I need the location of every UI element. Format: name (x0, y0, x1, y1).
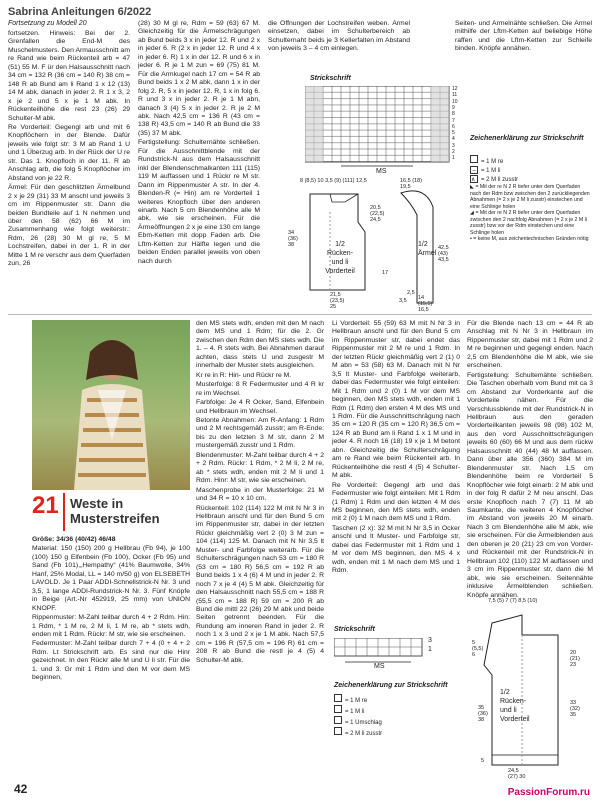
paragraph: die Öffnungen der Lochstreifen weben. Ärmel einsetzen, dabei im Schulterbereich ab Schulternaht beids je 3 Kellerfalten im Abstand von jeweils 3 – 4 cm einlegen. (268, 20, 410, 53)
schematic-height-measure: 17 (382, 270, 389, 276)
vest-label: 1/2 Rücken- und li Vorderteil (500, 689, 530, 723)
schematic-top-measure: 8 (8,5) 10 3,5 (9) (111) 12,5 (300, 178, 367, 184)
chart-row-label: 9 (452, 104, 455, 111)
schematic-top-right-measure: 16,5 (18) 19,5 (400, 178, 423, 190)
symbol-decrease-icon: ∧ (470, 175, 478, 183)
paragraph: Rippenmuster: M-Zahl teilbar durch 4 + 2 Rdm. Hin: 1 Rdm, * 1 M re, 2 M li, 1 M re, ab * stets wdh, enden mit 1 Rdm. Rückr: M str, wie sie erscheinen. (32, 614, 190, 638)
vest-bottom-measure: 24,5 (27) 30 (508, 768, 526, 780)
symbol-knit-icon (470, 155, 478, 163)
bottom-column-2 (196, 320, 324, 780)
legend-item: = 1 M re (470, 155, 592, 166)
continuation-label: Fortsetzung zu Modell 20 (8, 20, 87, 27)
paragraph: Taschen (2 x): 32 M mit N Nr 3,5 in Ocker anschl und lt Muster- und Farbfolge str, dabei das Federmuster mit 1 Rdm und 1 M vor dem MS beginnen, den MS 4 x wdh, enden mit 1 M nach dem MS und 1 Rdm. (332, 524, 460, 575)
chart-ms-label: MS (376, 168, 387, 175)
paragraph: Blendenmuster: M-Zahl teilbar durch 4 + 2 + 2 Rdm. Rückr: 1 Rdm, * 2 M li, 2 M re, ab * stets wdh, enden mit 2 M li und 1 Rdm. Hinr: M str, wie sie erscheinen. (196, 451, 324, 485)
paragraph: Für die Blende nach 13 cm = 44 R ab Anschlag mit N Nr 3 in Hellbraun im Rippenmuster str, dabei mit 1 Rdm und 2 M re beginnen und gegengl enden. Nach 2,5 cm Blendenhöhe die M abk, wie sie erscheinen. (467, 320, 593, 370)
paragraph: Farbfolge: Je 4 R Ocker, Sand, Elfenbein und Hellbraun im Wechsel. (196, 399, 324, 415)
chart-row-label: 2 (452, 149, 455, 155)
schematic-label: 1/2 Rücken- und li Vorderteil (325, 241, 355, 275)
legend-title: Zeichenerklärung zur Strickschrift (470, 135, 584, 142)
top-column-4 (455, 20, 592, 70)
schematic-bottom-measure: 21,5 (23,5) 25 (330, 292, 345, 310)
model-number: 21 (32, 492, 59, 519)
strickschrift-label: Strickschrift (310, 75, 351, 82)
chart-row-label: 12 (452, 86, 458, 92)
chart-row-label: 7 (452, 117, 455, 124)
chart-row-label: 1 (428, 646, 432, 653)
paragraph: Re Vorderteil: Gegengl arb und das Federmuster wie folgt einteilen: Mit 1 Rdm (1 Rdm) 1 Rdm und den letzten 4 M des MS beginnen, den MS stets wdh, enden mit 2 (0) 1 M nach dem MS und 1 Rdm. (332, 481, 460, 523)
paragraph: Li Vorderteil: 55 (59) 63 M mit N Nr 3 in Hellbraun anschl und für den Bund 5 cm im Rippenmuster str, dabei endet das Rippenmuster mit 2 M re und 1 Rdm. In der letzten Rückr gleichmäßig vert 2 (1) 0 M abn = 53 (58) 63 M. Danach mit N Nr 3,5 lt Muster- und Farbfolge weiterarb, dabei das Federmuster wie folgt einteilen: Mit 1 Rdm und 2 (0) 1 M vor dem MS beginnen, den MS stets wdh, enden mit 1 Rdm (1 Rdm) den ersten 4 M des MS und 1 Rdm. Für die Ausschnittschrägung nach 35 cm = 120 R (35 cm = 120 R) 36,5 cm = 124 R ab Bund am li Rand 1 x 1 M und in jeder 4. R noch 16 (18) 19 x je 1 M betont abn. Gleichzeitig die Schulterschrägung am re Rand wie beim Rückenteil arb. In Rückenteilhöhe die restl 4 (5) 4 Schulter-M abk. (332, 320, 460, 480)
chart-shaded-right (431, 86, 449, 162)
paragraph: den MS stets wdh, enden mit den M nach dem MS und 1 Rdm; für die 2. Gr zwischen den Rdm den MS stets wdh. Die 1. – 4. R stets wdh. Bei Abnahmen darauf achten, dass stets U und zusgestr M innerhalb der Muster stets ausgleichen. (196, 320, 324, 370)
symbol-decrease-icon (334, 727, 342, 735)
strickschrift-label-bottom: Strickschrift (334, 626, 375, 633)
magazine-header: Sabrina Anleitungen 6/2022 (8, 6, 152, 18)
chart-grid (305, 86, 449, 162)
chart-row-label: 4 (452, 136, 455, 143)
vest-mid-measure: 20 (21) 23 (570, 650, 580, 668)
legend-item: = 2 M li zusstr (334, 727, 454, 738)
paragraph: Re Vorderteil: Gegengl arb und mit 6 Knopflöchern in der Blende. Dafür jeweils wie folgt str: 3 M ab Rand 1 U und 1 Überzug arb. In der Rück der U re str. Das 1. Knopfloch in der 11. R ab Anschlag arb, die folg 5 Knopflöcher im Abstand von je 22 R. (8, 123, 130, 182)
symbol-empty-icon: ▪ (470, 236, 474, 242)
model-photo (32, 320, 190, 490)
size-line: Größe: 34/36 (40/42) 46/48 (32, 536, 116, 543)
paragraph: fortsetzen. Hinweis: Bei der 2. Grenfallen die End-M des Muschelmusters. Den Armausschnitt am re Rand wie beim Rückenteil arb = 47 (51) 55 M. F ür den Halsausschnitt nach 34 cm = 132 R (36 cm = 140 R) 38 cm = 148 R ab Bund am li Rand 1 x 12 (13) 14 M abk, danach in jeder 2. R 1 x 3, 2 x je 2 und 5 x je 1 M abk. In Rückenteilhöhe die rest 23 (26) 29 Schulter-M abk. (8, 30, 130, 122)
model-title: Weste in Musterstreifen (70, 496, 160, 526)
vest-left-a-measure: 5 (5,5) 6 (472, 640, 484, 658)
legend-item: = 1 M li (334, 705, 454, 716)
paragraph: Material: 150 (150) 200 g Hellbrau (Fb 94), je 100 (100) 150 g Elfenbein (Fb 100), Ocker (Fb 95) und Sand (Fb 101),„Hempathy“ (41% Baumwolle, 34% Hanf, 25% Modal, LL = 140 m/50 g) von ELSEBETH LAVOLD. Je 1 Paar ADDI-Schnellstrick-N Nr. 3 und 3,5, 1 lange ADDI-Rundstrick-N Nr. 3. Fünf Knöpfe in Beige (Art.-Nr 452919, 25 mm) von UNION KNOPF. (32, 545, 190, 612)
chart-shaded-left (305, 86, 323, 162)
paragraph: Fertigstellung: Schultemähte schließen. Die Taschen oberhalb vom Bund mit ca 3 cm Abstand zur Vorderkante auf die Vorderteile nähen. Für die Verschlussblende mit der Rundstrick-N in Hellbraun aus den geraden Vorderteilkanten jeweils 98 (98) 102 M, aus den vord Ausschnittschrägungen jeweils 60 (60) 66 M und aus dem rückw Halsausschnitt 40 (44) 48 M auffassen. Dann über alle 356 (360) 384 M im Blendenmuster str. Nach 1,5 cm Blendenhöhe beim re Vorderteil 5 Knopflöcher wie folgt einarb: 2 M abk und in der folg R dafür 2 M neu anschl. Das erste Knopfloch nach 7 (7) 11 M ab Saumkante, die weiteren 4 Knopflöcher im Abstand von jeweils 20 M einarb. Nach 3 cm Blendenhöhe alle M abk, wie sie erscheinen. Für die Ärmelblenden aus den oberen je 20 (21) 23 cm von Vorder- und Rückenteil mit der Rundstrick-N in Hellbraun 102 (110) 122 M auffassen und 3 cm im Rippenmuster str, dann die M abk, wie sie erscheinen. Seitennähte inklusive Ärmelblenden schließen. Knöpfe annähen. (467, 371, 593, 598)
top-column-3 (268, 20, 410, 60)
sleeve-side-measure: 42,5 (43) 43,5 (438, 245, 449, 263)
bottom-column-1 (32, 536, 190, 780)
chart-row-label: 5 (452, 130, 455, 137)
chart-row-label: 11 (452, 92, 458, 99)
stitch-chart-top (305, 86, 465, 170)
symbol-purl-icon: – (470, 166, 478, 174)
paragraph: Musterfolge: 8 R Federmuster und 4 R kr re im Wechsel. (196, 381, 324, 397)
legend-item: ∧ = 2 M li zusstr (471, 177, 519, 183)
paragraph: Rückenteil: 102 (114) 122 M mit N Nr 3 in Hellbraun anschl und für den Bund 5 cm im Rippenmuster str, dabei in der letzten Rückr gleichmäßig vert 2 (0) 3 M zun = 104 (114) 125 M. Danach mit N Nr 3,5 lt Muster- und Farbfolge weiterarb. Für die Schulterschrägungen nach 53 cm = 180 R (53 cm = 180 R) 56,5 cm = 192 R ab Bund beids 1 x 4 (6) 4 M und in jeder 2. R noch 7 x je 4 (4) 5 M abk. Gleichzeitig für den Halsausschnitt nach 55,5 cm = 188 R (55,5 cm = 188 R) 59 cm = 200 R ab Bund die mittl 22 (26) 29 M abk und beide Seiten getrennt beenden. Für die Rundung am inneren Rand in jeder 2. R noch 1 x 3 und 2 x je 1 M abk. Nach 57,5 cm = 196 R (57,5 cm = 196 R) 61 cm = 208 R ab Bund die restl je 4 (5) 4 Schulter-M abk. (196, 504, 324, 664)
paragraph: Fertigstellung: Schulternähte schließen. Für die Ausschnittblende mit der Rundstrick-N aus dem Halsausschnitt inkl der Blendenschmalkanten 111 (115) 119 M auffassen und 1 Rückr re M str. Dann im Rippenmuster A str. In der 4. Blenden-R (= Hin) am re Vorderteil 1 weiteres Knopfloch über den anderen einarb. Nach 5 cm Blendenhöhe alle M abk, wie sie erscheinen. Für die Ärmeöffnungen 2 x je eine 130 cm lange Ebm-Ketten mit dopp Faden arb. Die Lftm-Ketten zur Hälfte legen und die beiden Enden parallel jeweils von oben nach durch (138, 139, 260, 265)
chart-row-label: 3 (428, 637, 432, 644)
symbol-yarnover-icon (334, 716, 342, 724)
chart-ms-label: MS (374, 663, 385, 670)
symbol-purl-icon (334, 705, 342, 713)
schematic-vest (470, 605, 595, 780)
paragraph: Federmuster: M-Zahl teilbar durch 7 + 4 (0 + 4 + 2 Rdm. Lt Strickschrift arb. Es sind nur die Hinr gezeichnet. In den Rückr alle M und U li str. Für die 1. und 3. Gr mit 1 Rdm und den M vor dem MS beginnen, (32, 640, 190, 682)
paragraph: Betonte Abnahmen: Am R-Anfang: 1 Rdm und 2 M rechtsgemäß zusstr; am R-Ende: bis zu den letzten 3 M str, dann 2 M mustergemäß zusstr und 1 Rdm. (196, 416, 324, 450)
sleeve-width-measure: 2,5 (407, 290, 415, 296)
schematic-mid-measure: 20,5 (22,5) 24,5 (370, 205, 385, 223)
top-column-1 (8, 30, 130, 312)
legend-title-bottom: Zeichenerklärung zur Strickschrift (334, 682, 448, 689)
vest-band-measure: 5 (481, 758, 485, 764)
chart-row-label: 8 (452, 111, 455, 118)
paragraph: Kr re in R: Hin- und Rückr re M. (196, 371, 292, 379)
vest-top-measure: 7,5 (5) 7 (7) 8,5 (10) (488, 598, 538, 604)
symbol-loop2-icon: ◢ (470, 210, 476, 216)
title-bar (63, 493, 65, 531)
sleeve-label: 1/2 Ärmel (418, 241, 437, 257)
chart-row-label: 6 (452, 123, 455, 130)
paragraph: Maschenprobe in der Musterfolge: 21 M und 34 R = 10 x 10 cm. (196, 486, 324, 503)
legend-item: ◢ = Mit der re N 2 R tiefer unter dem Querfaden zwischen den 2 nachfolg Abnahmen (= 2 x je 2 M li zusstr) bzw vor der Rdm einstechen und eine Schlinge holen (470, 210, 587, 236)
watermark: PassionForum.ru (507, 787, 590, 798)
vest-left-b-measure: 35 (36) 38 (478, 705, 488, 723)
sleeve-bottom-measure: 14 (15,5) 16,5 (418, 295, 433, 313)
legend-item: – = 1 M li (470, 166, 592, 175)
legend-bottom (334, 694, 454, 738)
bottom-column-3 (332, 320, 460, 622)
chart-row-label: 10 (452, 98, 458, 105)
symbol-knit-icon (334, 694, 342, 702)
paragraph: (28) 30 M gl re, Rdm = 59 (63) 67 M. Gleichzeitig für die Ärmelschrägungen ab Bund beids 3 x in jeder 12. R und 2 x in jeder 6. R (2 x in jeder 12. R und 4 x in jeder 6. R) 1 x in der 12. R und 6 x in jeder 6. R je 1 M zun = 69 (75) 81 M. Für die Armkugel nach 17 cm = 54 R ab Bund beids 1 x 2 M abk, dann 1 x in der folg 2. R, 5 x in jeder 12. R, 1 x in folg 6. R und 3 x in jeder 2. R je 1 M abn, danach 3 (4) 5 x in jeder 2. R je 2 M abk. Nach 42,5 cm = 136 R (43 cm = 138 R) 43,5 cm = 140 R ab Bund die 33 (35) 37 M abk. (138, 20, 260, 137)
legend-item: = 1 Umschlag (334, 716, 454, 727)
legend (470, 155, 592, 243)
vest-right-measure: 33 (32) 35 (570, 700, 580, 718)
chart-row-label: 3 (452, 142, 455, 149)
page-number: 42 (14, 782, 28, 796)
legend-item: ▪ = keine M, aus zeichentechnischen Gründen nötig (470, 236, 589, 242)
chart-row-label: 1 (452, 155, 455, 162)
legend-item: = 1 M re (334, 694, 454, 705)
paragraph: Seiten- und Ärmelnähte schließen. Die Ärmel mithilfe der Lftm-Ketten auf beliebige Höhe raffen und die Lftm-Ketten zur Schleife binden. Knöpfe annähen. (455, 20, 592, 53)
bottom-column-4 (467, 320, 593, 598)
legend-item: ◣ = Mit der re N 2 R tiefer unter dem Querfaden nach der Rdm bzw zwischen den 2 zurückliegenden Abnahmen (= 2 x je 2 M li zusstr) einstechen und eine Schlinge holen (470, 184, 590, 210)
top-column-2 (138, 20, 260, 312)
schematic-left-measure: 34 (36) 38 (288, 230, 298, 248)
sleeve-left-measure: 3,5 (399, 298, 407, 304)
section-divider (8, 314, 592, 315)
paragraph: Ärmel: Für den geschlitzten Ärmelbund 2 x je 29 (31) 33 M anschl und jeweils 3 cm im Rippenmuster str. Dann die beiden Bundteile auf 1 N nehmen und über den 58 (62) 66 M im Zusammenhang wie folgt weiterstr.: Rdm, 26 (28) 30 M gl re, 5 M Lochstreifen, dabei in der 1. R in der Mitte 1 M re verschr aus dem Querfaden zun, 26 (8, 184, 130, 268)
symbol-loop-icon: ◣ (470, 184, 476, 190)
